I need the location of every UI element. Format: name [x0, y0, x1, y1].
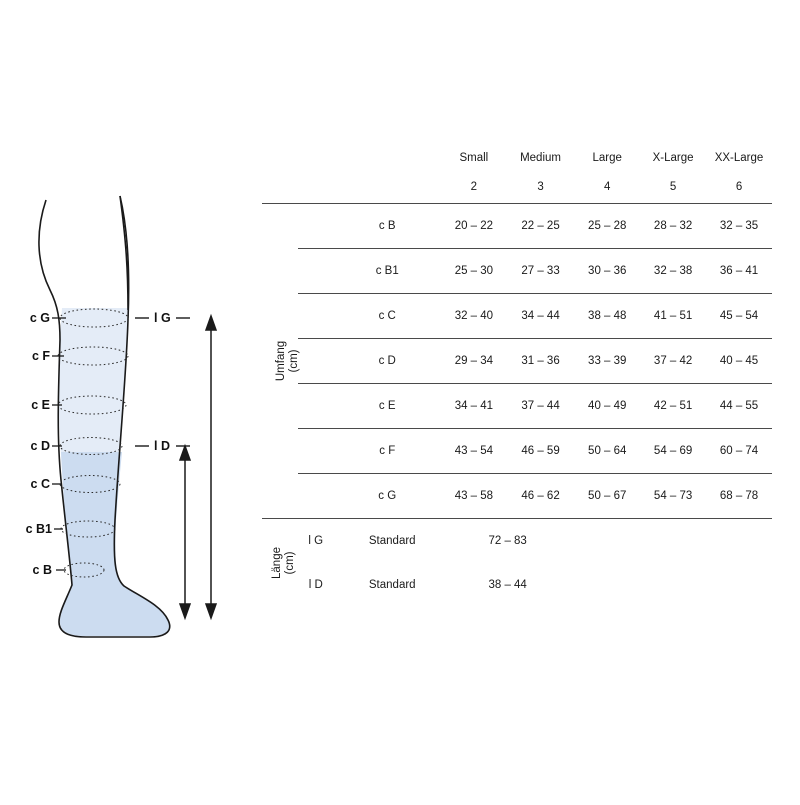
cell-cb1-xlarge: 32 – 38 — [640, 249, 706, 294]
table-row — [262, 563, 772, 607]
header-number-2: 2 — [470, 181, 478, 193]
leg-label-cb: c B — [32, 563, 52, 577]
cell-cb-xxlarge: 32 – 35 — [706, 204, 772, 249]
row-name-lg: Standard — [334, 519, 441, 564]
leg-label-cb1: c B1 — [25, 522, 52, 536]
leg-label-lg: l G — [154, 311, 171, 325]
cell-cg-large: 50 – 67 — [574, 474, 640, 519]
cell-ld-value: 38 – 44 — [488, 579, 527, 591]
cell-cb-medium: 22 – 25 — [507, 204, 575, 249]
leg-label-cg: c G — [29, 311, 50, 325]
cell-cc-xlarge: 41 – 51 — [640, 294, 706, 339]
cell-cc-medium: 34 – 44 — [507, 294, 575, 339]
cell-ce-large: 40 – 49 — [574, 384, 640, 429]
length-arrow-ld — [180, 446, 190, 618]
cell-cc-xxlarge: 45 – 54 — [706, 294, 772, 339]
header-number-3: 3 — [537, 181, 544, 193]
cell-cb1-small: 25 – 30 — [441, 249, 507, 294]
row-code-lg: l G — [298, 519, 334, 564]
cell-cf-small: 43 – 54 — [441, 429, 507, 474]
cell-cg-medium: 46 – 62 — [507, 474, 575, 519]
row-code-ce: c E — [334, 384, 441, 429]
cell-cb1-medium: 27 – 33 — [507, 249, 575, 294]
cell-cd-medium: 31 – 36 — [507, 339, 575, 384]
cell-cd-xxlarge: 40 – 45 — [706, 339, 772, 384]
cell-lg-value: 72 – 83 — [441, 519, 574, 564]
cell-cf-xxlarge: 60 – 74 — [706, 429, 772, 474]
table-row — [262, 474, 772, 519]
cell-ce-xxlarge: 44 – 55 — [706, 384, 772, 429]
cell-cg-xlarge: 54 – 73 — [640, 474, 706, 519]
table-row — [262, 294, 772, 339]
row-name-ld: Standard — [368, 579, 416, 591]
cell-cg-xxlarge: 68 – 78 — [706, 474, 772, 519]
header-size-small: Small — [459, 152, 489, 164]
cell-cb-small: 20 – 22 — [441, 204, 507, 249]
cell-ce-small: 34 – 41 — [441, 384, 507, 429]
cell-cc-small: 32 – 40 — [441, 294, 507, 339]
cell-ce-medium: 37 – 44 — [507, 384, 575, 429]
header-size-large: Large — [592, 152, 622, 164]
cell-cb-large: 25 – 28 — [574, 204, 640, 249]
leg-label-cc: c C — [30, 477, 50, 491]
row-code-cb1: c B1 — [334, 249, 441, 294]
size-table-container — [262, 150, 782, 607]
cell-cf-large: 50 – 64 — [574, 429, 640, 474]
table-header-sizes — [262, 150, 772, 173]
cell-cc-large: 38 – 48 — [574, 294, 640, 339]
table-row — [262, 339, 772, 384]
row-code-cd: c D — [334, 339, 441, 384]
group-label-laenge — [262, 519, 298, 608]
table-row — [262, 204, 772, 249]
cell-cb1-xxlarge: 36 – 41 — [706, 249, 772, 294]
table-header-numbers — [262, 173, 772, 204]
header-size-xlarge: X-Large — [652, 152, 694, 164]
leg-label-ld: l D — [154, 439, 170, 453]
table-row — [262, 519, 772, 564]
cell-cf-medium: 46 – 59 — [507, 429, 575, 474]
cell-cf-xlarge: 54 – 69 — [640, 429, 706, 474]
row-code-cf: c F — [334, 429, 441, 474]
row-code-cg: c G — [334, 474, 441, 519]
table-row — [262, 429, 772, 474]
length-marker-dashes — [135, 318, 190, 446]
header-number-4: 4 — [604, 181, 611, 193]
cell-cg-small: 43 – 58 — [441, 474, 507, 519]
cell-cd-xlarge: 37 – 42 — [640, 339, 706, 384]
header-size-xxlarge: XX-Large — [714, 152, 764, 164]
cell-cd-small: 29 – 34 — [441, 339, 507, 384]
group-label-umfang-text: Umfang (cm) — [274, 340, 301, 382]
size-table — [262, 150, 772, 607]
leg-label-cf: c F — [31, 349, 50, 363]
group-label-umfang — [262, 204, 301, 519]
row-code-cc: c C — [334, 294, 441, 339]
row-code-ld: l D — [308, 579, 323, 591]
leg-diagram — [0, 0, 280, 800]
cell-cb1-large: 30 – 36 — [574, 249, 640, 294]
header-size-medium: Medium — [520, 152, 561, 164]
cell-cb-xlarge: 28 – 32 — [640, 204, 706, 249]
header-number-5: 5 — [669, 181, 677, 193]
leg-label-ce: c E — [31, 398, 50, 412]
table-row — [262, 384, 772, 429]
leg-label-cd: c D — [30, 439, 50, 453]
length-arrow-lg — [206, 316, 216, 618]
header-number-6: 6 — [735, 181, 743, 193]
cell-ce-xlarge: 42 – 51 — [640, 384, 706, 429]
group-label-laenge-text: Länge (cm) — [270, 547, 296, 579]
cell-cd-large: 33 – 39 — [574, 339, 640, 384]
row-code-cb: c B — [334, 204, 441, 249]
table-row — [262, 249, 772, 294]
